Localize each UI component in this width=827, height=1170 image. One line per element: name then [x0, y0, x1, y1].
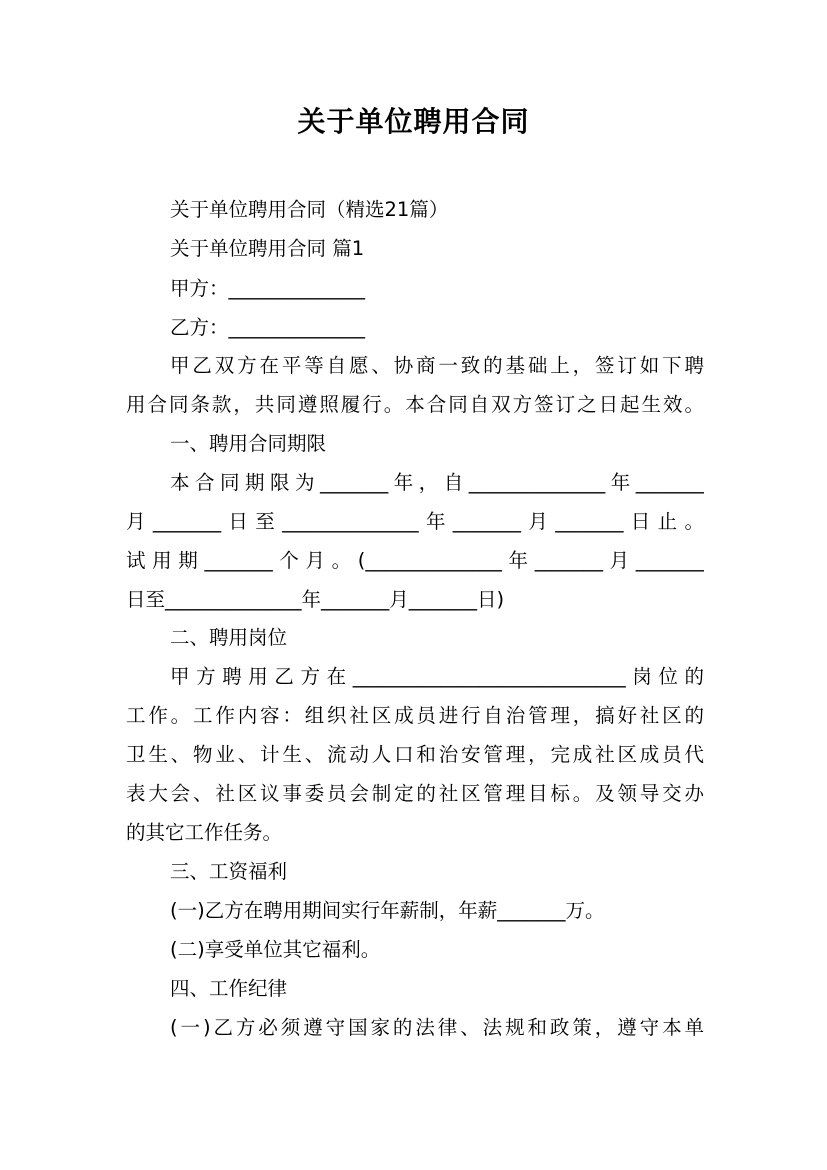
paragraph-line: 表大会、社区议事委员会制定的社区管理目标。及领导交办 [126, 782, 704, 805]
section-heading-line: 关于单位聘用合同 篇1 [170, 237, 365, 260]
paragraph-line: 日至______________年_______月_______日) [126, 588, 505, 611]
paragraph-line: (一)乙方在聘用期间实行年薪制，年薪_______万。 [170, 899, 605, 922]
paragraph-line: (一)乙方必须遵守国家的法律、法规和政策，遵守本单 [170, 1016, 704, 1039]
party-b-line: 乙方：______________ [170, 316, 366, 339]
paragraph-line: (二)享受单位其它福利。 [170, 938, 381, 961]
paragraph-line: 甲方聘用乙方在____________________________岗位的 [170, 665, 704, 688]
paragraph-line: 的其它工作任务。 [126, 821, 283, 844]
clause-heading-line: 四、工作纪律 [170, 977, 288, 1000]
subtitle-line: 关于单位聘用合同（精选21篇） [170, 198, 449, 221]
clause-heading-line: 二、聘用岗位 [170, 626, 288, 649]
paragraph-line: 月_______日至______________年_______月_______日止。 [126, 510, 704, 533]
paragraph-line: 工作。工作内容：组织社区成员进行自治管理，搞好社区的 [126, 704, 704, 727]
paragraph-line: 甲乙双方在平等自愿、协商一致的基础上，签订如下聘 [170, 354, 704, 377]
clause-heading-line: 三、工资福利 [170, 860, 288, 883]
paragraph-line: 本合同期限为_______年，自______________年_______ [170, 471, 704, 494]
paragraph-line: 卫生、物业、计生、流动人口和治安管理，完成社区成员代 [126, 743, 704, 766]
paragraph-line: 试用期_______个月。(______________年_______月_______ [126, 549, 704, 572]
party-a-line: 甲方：______________ [170, 277, 366, 300]
document-title: 关于单位聘用合同 [297, 105, 530, 138]
clause-heading-line: 一、聘用合同期限 [170, 432, 327, 455]
paragraph-line: 用合同条款，共同遵照履行。本合同自双方签订之日起生效。 [126, 393, 704, 416]
